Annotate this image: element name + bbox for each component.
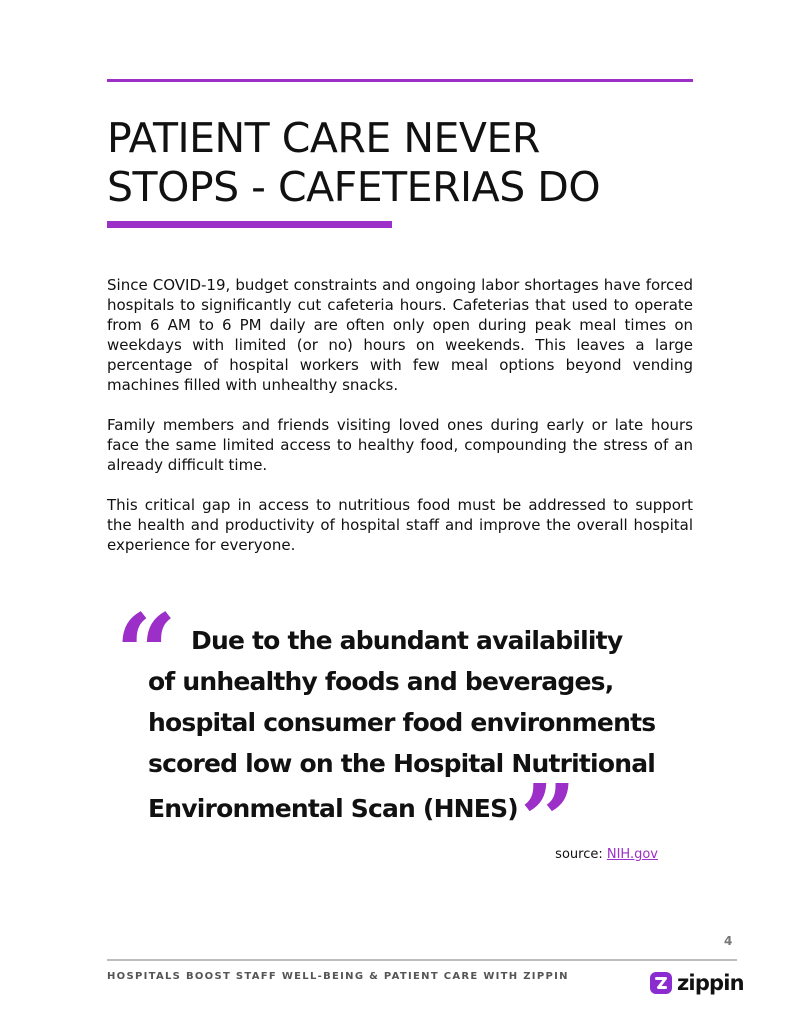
quote-source [555, 847, 658, 862]
paragraph-1: Since COVID-19, budget constraints and ongoing labor shortages have forced hospitals to significantly cut cafeteria hours. Cafeterias that used to operate from 6 AM to 6 PM daily are often only open during peak meal times on weekdays with limited (or no) hours on weekends. This leaves a large percentage of hospital workers with few meal options beyond vending machines filled with unhealthy snacks. [107, 276, 693, 394]
top-rule [107, 79, 693, 82]
title-underline-bar [107, 221, 392, 228]
page-title [107, 114, 707, 212]
zippin-logo-icon [650, 972, 672, 994]
source-link[interactable]: NIH.gov [606, 847, 658, 862]
zippin-logo [650, 969, 744, 997]
quote-line-4: scored low on the Hospital Nutritional [148, 749, 656, 778]
footer-tagline: HOSPITALS BOOST STAFF WELL-BEING & PATIENT CARE WITH ZIPPIN [107, 971, 569, 982]
quote-line-5: Environmental Scan (HNES) [148, 794, 518, 823]
paragraph-2: Family members and friends visiting loved ones during early or late hours face the same limited access to healthy food, compounding the stress of an already difficult time. [107, 416, 693, 474]
paragraph-3: This critical gap in access to nutritious food must be addressed to support the health and productivity of hospital staff and improve the overall hospital experience for everyone. [107, 496, 693, 554]
footer-rule [107, 959, 737, 961]
body-text [107, 275, 693, 575]
page-title-line-2: STOPS - CAFETERIAS DO [107, 163, 601, 211]
quote-line-3: hospital consumer food environments [148, 708, 656, 737]
quote-line-2: of unhealthy foods and beverages, [148, 667, 614, 696]
page-number: 4 [724, 934, 733, 948]
page-title-line-1: PATIENT CARE NEVER [107, 114, 540, 162]
quote-line-1: Due to the abundant availability [191, 626, 623, 655]
open-quote-icon: “ [115, 591, 178, 717]
source-prefix: source: [555, 847, 607, 862]
close-quote-icon: ” [519, 764, 571, 879]
zippin-logo-text: zippin [677, 971, 744, 995]
